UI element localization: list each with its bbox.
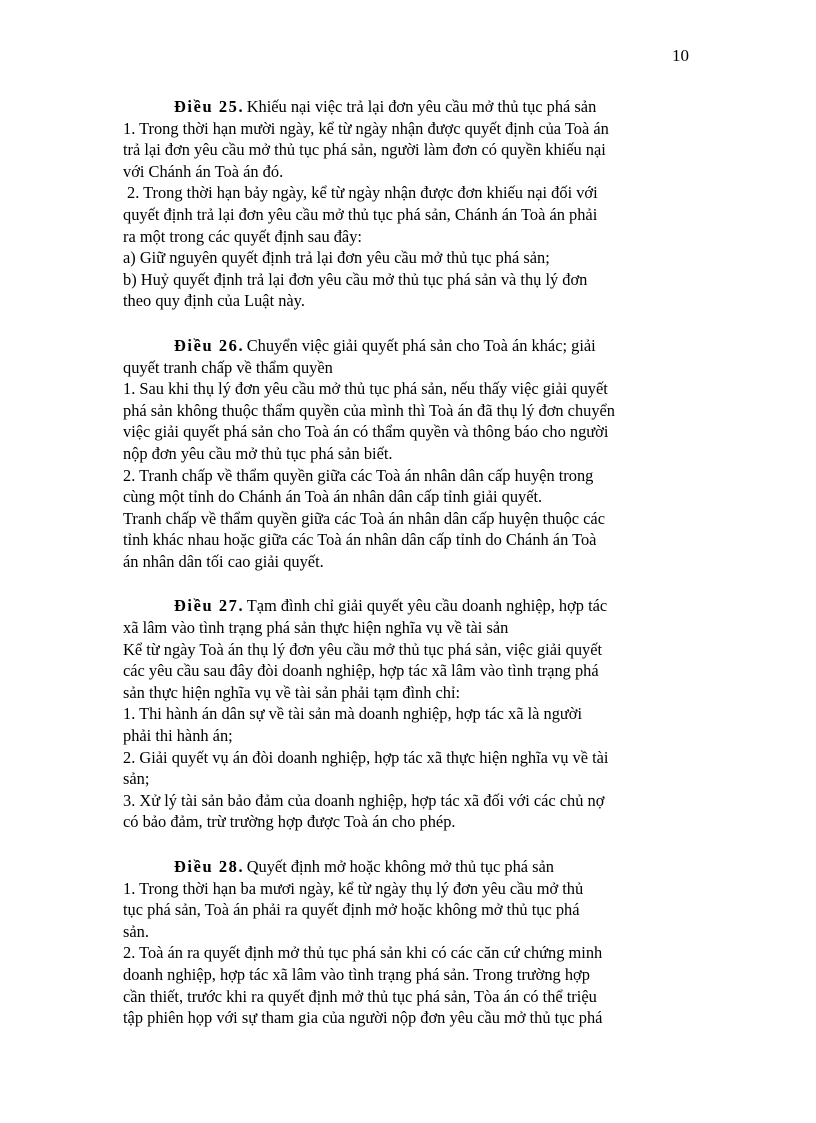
- article-heading: Điều 27. Tạm đình chỉ giải quyết yêu cầu doanh nghiệp, hợp tác: [174, 596, 608, 616]
- article-heading: Điều 28. Quyết định mở hoặc không mở thủ tục phá sản: [174, 857, 554, 876]
- text-line: Tranh chấp về thẩm quyền giữa các Toà án nhân dân cấp huyện thuộc các: [123, 508, 605, 528]
- text-line: ra một trong các quyết định sau đây:: [123, 226, 362, 246]
- text-line: 2. Giải quyết vụ án đòi doanh nghiệp, hợp tác xã thực hiện nghĩa vụ về tài: [123, 747, 609, 767]
- text-line: phá sản không thuộc thẩm quyền của mình thì Toà án đã thụ lý đơn chuyển: [123, 400, 616, 420]
- article-label: Điều 26: [174, 335, 239, 355]
- article-title-line: Chuyển việc giải quyết phá sản cho Toà án khác; giải: [246, 335, 596, 355]
- article-25: [123, 96, 703, 312]
- text-line: 1. Thi hành án dân sự về tài sản mà doanh nghiệp, hợp tác xã là người: [123, 704, 583, 724]
- text-line: 2. Tranh chấp về thẩm quyền giữa các Toà án nhân dân cấp huyện trong: [123, 465, 594, 485]
- text-line: 3. Xử lý tài sản bảo đảm của doanh nghiệp, hợp tác xã đối với các chủ nợ: [123, 790, 605, 810]
- article-27: [123, 595, 703, 833]
- text-line: Kể từ ngày Toà án thụ lý đơn yêu cầu mở thủ tục phá sản, việc giải quyết: [123, 639, 603, 659]
- article-28: [123, 856, 703, 1029]
- text-line: trả lại đơn yêu cầu mở thủ tục phá sản, người làm đơn có quyền khiếu nại: [123, 140, 606, 160]
- text-line: án nhân dân tối cao giải quyết.: [123, 551, 324, 571]
- page-number: 10: [672, 46, 689, 65]
- text-line: 2. Toà án ra quyết định mở thủ tục phá sản khi có các căn cứ chứng minh: [123, 943, 603, 963]
- text-line: theo quy định của Luật này.: [123, 291, 305, 311]
- text-line: sản;: [123, 769, 150, 789]
- article-title-line: Khiếu nại việc trả lại đơn yêu cầu mở thủ tục phá sản: [246, 97, 597, 116]
- article-heading: Điều 25. Khiếu nại việc trả lại đơn yêu cầu mở thủ tục phá sản: [174, 97, 597, 116]
- article-heading: Điều 26. Chuyển việc giải quyết phá sản cho Toà án khác; giải: [174, 335, 596, 355]
- article-title-line: quyết tranh chấp về thẩm quyền: [123, 357, 333, 377]
- text-line: nộp đơn yêu cầu mở thủ tục phá sản biết.: [123, 443, 393, 463]
- text-line: sản.: [123, 921, 149, 941]
- text-line: tập phiên họp với sự tham gia của người nộp đơn yêu cầu mở thủ tục phá: [123, 1008, 603, 1028]
- text-line: phải thi hành án;: [123, 726, 233, 746]
- text-line: với Chánh án Toà án đó.: [123, 161, 284, 181]
- text-line: có bảo đảm, trừ trường hợp được Toà án cho phép.: [123, 812, 456, 832]
- text-line: các yêu cầu sau đây đòi doanh nghiệp, hợp tác xã lâm vào tình trạng phá: [123, 661, 599, 681]
- text-line: quyết định trả lại đơn yêu cầu mở thủ tục phá sản, Chánh án Toà án phải: [123, 204, 598, 224]
- article-title-line: Quyết định mở hoặc không mở thủ tục phá sản: [246, 857, 554, 876]
- text-line: tục phá sản, Toà án phải ra quyết định mở hoặc không mở thủ tục phá: [123, 900, 580, 920]
- text-line: cần thiết, trước khi ra quyết định mở thủ tục phá sản, Tòa án có thể triệu: [123, 986, 597, 1006]
- article-label: Điều 27: [174, 596, 239, 616]
- text-line: tỉnh khác nhau hoặc giữa các Toà án nhân dân cấp tỉnh do Chánh án Toà: [123, 530, 597, 550]
- article-label: Điều 25: [174, 97, 239, 116]
- article-title-line: Tạm đình chỉ giải quyết yêu cầu doanh nghiệp, hợp tác: [246, 596, 608, 616]
- text-line: 1. Trong thời hạn mười ngày, kể từ ngày nhận được quyết định của Toà án: [123, 118, 609, 138]
- text-line: 1. Sau khi thụ lý đơn yêu cầu mở thủ tục phá sản, nếu thấy việc giải quyết: [123, 379, 608, 399]
- article-title-line: xã lâm vào tình trạng phá sản thực hiện nghĩa vụ về tài sản: [123, 618, 509, 638]
- text-line: 2. Trong thời hạn bảy ngày, kể từ ngày nhận được đơn khiếu nại đối với: [127, 183, 598, 203]
- text-line: 1. Trong thời hạn ba mươi ngày, kể từ ngày thụ lý đơn yêu cầu mở thủ: [123, 878, 584, 898]
- text-line: b) Huỷ quyết định trả lại đơn yêu cầu mở thủ tục phá sản và thụ lý đơn: [123, 269, 588, 289]
- text-line: việc giải quyết phá sản cho Toà án có thẩm quyền và thông báo cho người: [123, 422, 609, 442]
- article-26: [123, 335, 703, 573]
- text-line: doanh nghiệp, hợp tác xã lâm vào tình trạng phá sản. Trong trường hợp: [123, 964, 590, 984]
- text-line: sản thực hiện nghĩa vụ về tài sản phải tạm đình chỉ:: [123, 682, 461, 702]
- text-line: a) Giữ nguyên quyết định trả lại đơn yêu cầu mở thủ tục phá sản;: [123, 248, 550, 268]
- article-label: Điều 28: [174, 857, 239, 876]
- document-body: [123, 96, 703, 1052]
- text-line: cùng một tỉnh do Chánh án Toà án nhân dân cấp tỉnh giải quyết.: [123, 487, 543, 507]
